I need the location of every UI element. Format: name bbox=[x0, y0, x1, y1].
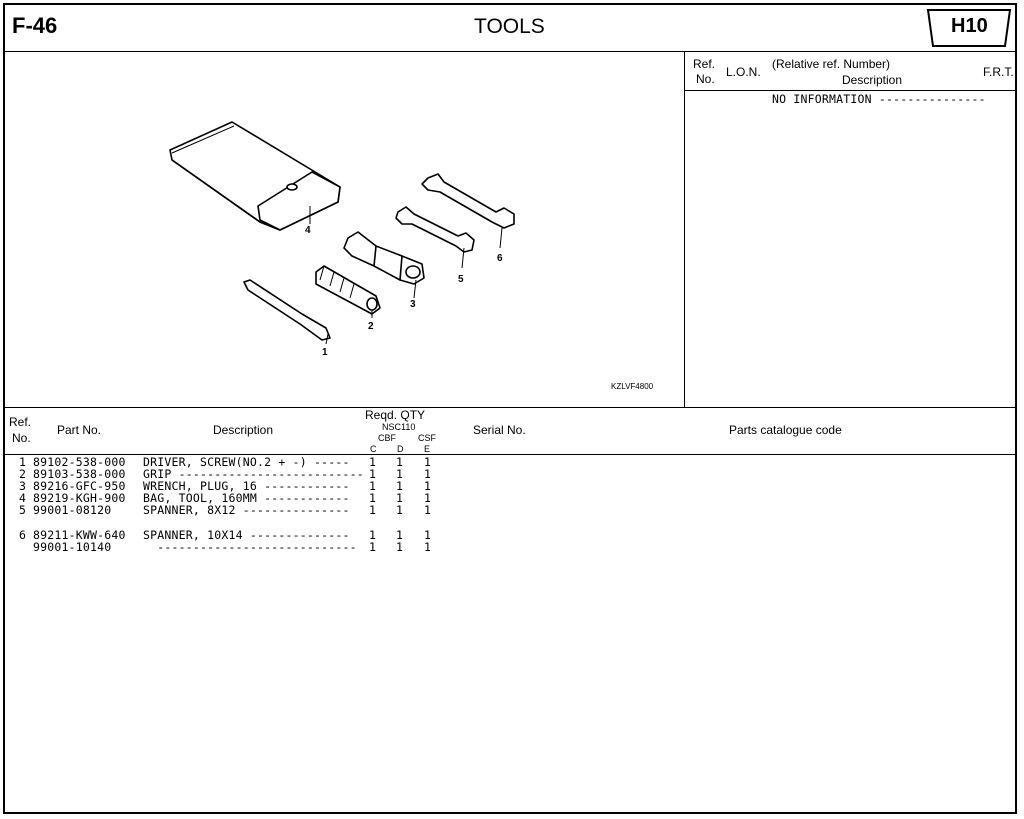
row-qty-d: 1 bbox=[396, 455, 404, 469]
row-qty-d: 1 bbox=[396, 491, 404, 505]
tools-diagram bbox=[4, 52, 684, 407]
screwdriver bbox=[244, 280, 330, 340]
row-ref: 1 bbox=[19, 455, 27, 469]
row-qty-e: 1 bbox=[424, 467, 432, 481]
row-ref: 2 bbox=[19, 467, 27, 481]
row-description: SPANNER, 8X12 --------------- bbox=[143, 503, 350, 517]
callout-6: 6 bbox=[497, 253, 503, 264]
row-qty-d: 1 bbox=[396, 479, 404, 493]
row-qty-d: 1 bbox=[396, 528, 404, 542]
row-ref: 6 bbox=[19, 528, 27, 542]
serial-no-header: Serial No. bbox=[473, 423, 526, 437]
row-description: DRIVER, SCREW(NO.2 + -) ----- bbox=[143, 455, 350, 469]
model-header: NSC110 bbox=[382, 422, 416, 432]
callout-4: 4 bbox=[305, 225, 311, 236]
diagram-code: KZLVF4800 bbox=[611, 382, 654, 391]
table-no-label: No. bbox=[12, 431, 31, 445]
row-qty-c: 1 bbox=[369, 528, 377, 542]
row-description: SPANNER, 10X14 -------------- bbox=[143, 528, 350, 542]
row-qty-d: 1 bbox=[396, 467, 404, 481]
row-part-no: 89103-538-000 bbox=[33, 467, 126, 481]
row-qty-d: 1 bbox=[396, 503, 404, 517]
parts-table-body bbox=[0, 456, 1020, 756]
page-title: TOOLS bbox=[474, 15, 545, 38]
row-qty-c: 1 bbox=[369, 479, 377, 493]
row-qty-e: 1 bbox=[424, 479, 432, 493]
row-ref: 4 bbox=[19, 491, 27, 505]
catalogue-code-header: Parts catalogue code bbox=[729, 423, 842, 437]
ref-panel-ref-label: Ref. bbox=[693, 57, 716, 71]
ref-panel-lon-label: L.O.N. bbox=[726, 65, 761, 79]
row-description: ---------------------------- bbox=[143, 540, 357, 554]
row-qty-c: 1 bbox=[369, 503, 377, 517]
spanner-10x14 bbox=[422, 174, 514, 228]
col-c-header: C bbox=[370, 444, 377, 454]
ref-panel-relative-label: (Relative ref. Number) bbox=[772, 57, 891, 71]
callout-1: 1 bbox=[322, 347, 328, 358]
ref-panel-header-divider bbox=[685, 90, 1016, 91]
table-ref-label: Ref. bbox=[9, 415, 32, 429]
col-e-header: E bbox=[424, 444, 431, 454]
ref-panel-no-label: No. bbox=[696, 72, 715, 86]
callout-2: 2 bbox=[368, 321, 374, 332]
reqd-qty-header: Reqd. QTY bbox=[365, 408, 426, 422]
no-information-text: NO INFORMATION --------------- bbox=[772, 92, 986, 106]
spanner-8x12 bbox=[396, 207, 474, 252]
row-part-no: 89211-KWW-640 bbox=[33, 528, 126, 542]
callout-3: 3 bbox=[410, 299, 416, 310]
diagram-bottom-divider bbox=[4, 407, 1016, 408]
row-qty-c: 1 bbox=[369, 540, 377, 554]
row-qty-e: 1 bbox=[424, 528, 432, 542]
row-part-no: 99001-10140 bbox=[33, 540, 112, 554]
row-ref: 5 bbox=[19, 503, 27, 517]
row-part-no: 89102-538-000 bbox=[33, 455, 126, 469]
row-qty-e: 1 bbox=[424, 503, 432, 517]
row-qty-c: 1 bbox=[369, 491, 377, 505]
row-description: GRIP -------------------------- bbox=[143, 467, 364, 481]
page-code: F-46 bbox=[12, 13, 58, 38]
col-d-header: D bbox=[397, 444, 404, 454]
callout-5: 5 bbox=[458, 274, 464, 285]
row-description: BAG, TOOL, 160MM ------------ bbox=[143, 491, 350, 505]
row-ref: 3 bbox=[19, 479, 27, 493]
table-row bbox=[0, 504, 1000, 516]
description-header: Description bbox=[213, 423, 274, 437]
row-qty-d: 1 bbox=[396, 540, 404, 554]
row-part-no: 89219-KGH-900 bbox=[33, 491, 126, 505]
row-part-no: 89216-GFC-950 bbox=[33, 479, 126, 493]
panel-divider bbox=[684, 52, 685, 408]
table-row bbox=[0, 541, 1000, 553]
section-badge-label: H10 bbox=[951, 15, 988, 37]
ref-panel-frt-label: F.R.T. bbox=[983, 65, 1014, 79]
row-part-no: 99001-08120 bbox=[33, 503, 112, 517]
row-qty-e: 1 bbox=[424, 540, 432, 554]
cbf-header: CBF bbox=[378, 433, 396, 443]
row-description: WRENCH, PLUG, 16 ------------ bbox=[143, 479, 350, 493]
row-qty-c: 1 bbox=[369, 467, 377, 481]
row-qty-e: 1 bbox=[424, 455, 432, 469]
ref-panel-description-label: Description bbox=[842, 73, 903, 87]
part-no-header: Part No. bbox=[57, 423, 102, 437]
row-qty-e: 1 bbox=[424, 491, 432, 505]
csf-header: CSF bbox=[418, 433, 436, 443]
row-qty-c: 1 bbox=[369, 455, 377, 469]
